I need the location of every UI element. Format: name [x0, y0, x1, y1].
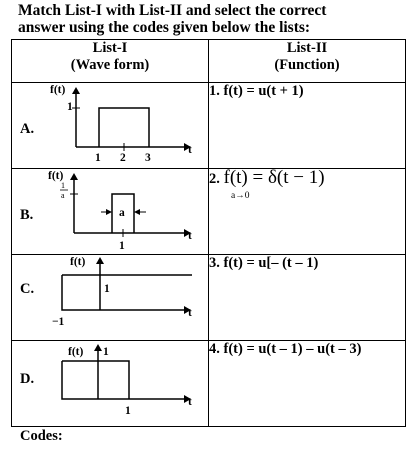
y-axis-arrow [94, 344, 102, 351]
header-row [12, 40, 406, 83]
limit-subscript: a→0 [231, 191, 250, 201]
x-tick-label: 1 [125, 405, 131, 417]
question-heading [18, 2, 408, 36]
x-tick-label: 1 [119, 240, 125, 252]
waveform-a-graph [12, 83, 200, 168]
x-tick-label: 2 [120, 152, 126, 164]
x-axis-label: t [188, 396, 192, 408]
row-label-a: A. [20, 121, 35, 137]
waveform-a [12, 83, 209, 169]
y-axis-arrow [96, 257, 104, 264]
match-table [11, 39, 406, 427]
waveform-c-graph [12, 255, 200, 340]
waveform-b-graph [12, 169, 200, 254]
y-axis-arrow [72, 87, 80, 94]
list2-subtitle: (Function) [274, 57, 340, 73]
pulse-shape [62, 361, 129, 399]
table-row [12, 83, 406, 169]
table-row [12, 255, 406, 341]
waveform-b [12, 169, 209, 255]
heading-line-2: answer using the codes given below the lists: [18, 19, 311, 36]
row-label-b: B. [20, 207, 34, 223]
y-axis-label: f(t) [68, 346, 84, 358]
function-text: 1. f(t) = u(t + 1) [209, 83, 304, 99]
x-axis [62, 361, 184, 399]
codes-label: Codes: [20, 428, 63, 444]
width-arrowhead-right [134, 209, 140, 215]
row-label-d: D. [20, 371, 35, 387]
function-2 [209, 169, 406, 255]
x-axis [62, 275, 184, 310]
function-number: 2. [209, 171, 220, 187]
list2-header [209, 40, 406, 83]
high-value-label: 1 [104, 283, 110, 295]
row-label-c: C. [20, 281, 35, 297]
function-text: 3. f(t) = u[– (t – 1) [209, 255, 319, 271]
x-axis-label: t [188, 230, 192, 242]
list2-title: List-II [286, 40, 328, 56]
waveform-d [12, 341, 209, 427]
function-3 [209, 255, 406, 341]
function-expression: f(t) = δ(t − 1) [223, 167, 325, 188]
y-axis-label: f(t) [70, 256, 86, 268]
list1-title: List-I [92, 40, 128, 56]
function-text: 4. f(t) = u(t – 1) – u(t – 3) [209, 341, 362, 357]
table-row [12, 341, 406, 427]
x-tick-label: 3 [145, 152, 151, 164]
x-axis-label: t [188, 307, 192, 319]
x-axis-label: t [188, 144, 192, 156]
y-value-denominator: a [61, 191, 65, 200]
waveform-d-graph [12, 341, 200, 426]
table-row [12, 169, 406, 255]
waveform-c [12, 255, 209, 341]
y-axis-label: f(t) [48, 170, 64, 182]
heading-line-1: Match List-I with List-II and select the correct [18, 2, 327, 19]
y-value-label: 1 [67, 101, 73, 113]
width-label: a [119, 207, 125, 219]
function-4 [209, 341, 406, 427]
y-value-numerator: 1 [61, 181, 65, 190]
list1-subtitle: (Wave form) [70, 57, 150, 73]
pulse-shape [99, 108, 149, 147]
high-value-label: 1 [103, 346, 109, 358]
width-arrowhead-left [106, 209, 112, 215]
y-axis-label: f(t) [50, 84, 66, 96]
function-1 [209, 83, 406, 169]
low-value-label: −1 [52, 316, 65, 328]
list1-header [12, 40, 209, 83]
y-axis-arrow [70, 173, 78, 180]
x-tick-label: 1 [95, 152, 101, 164]
